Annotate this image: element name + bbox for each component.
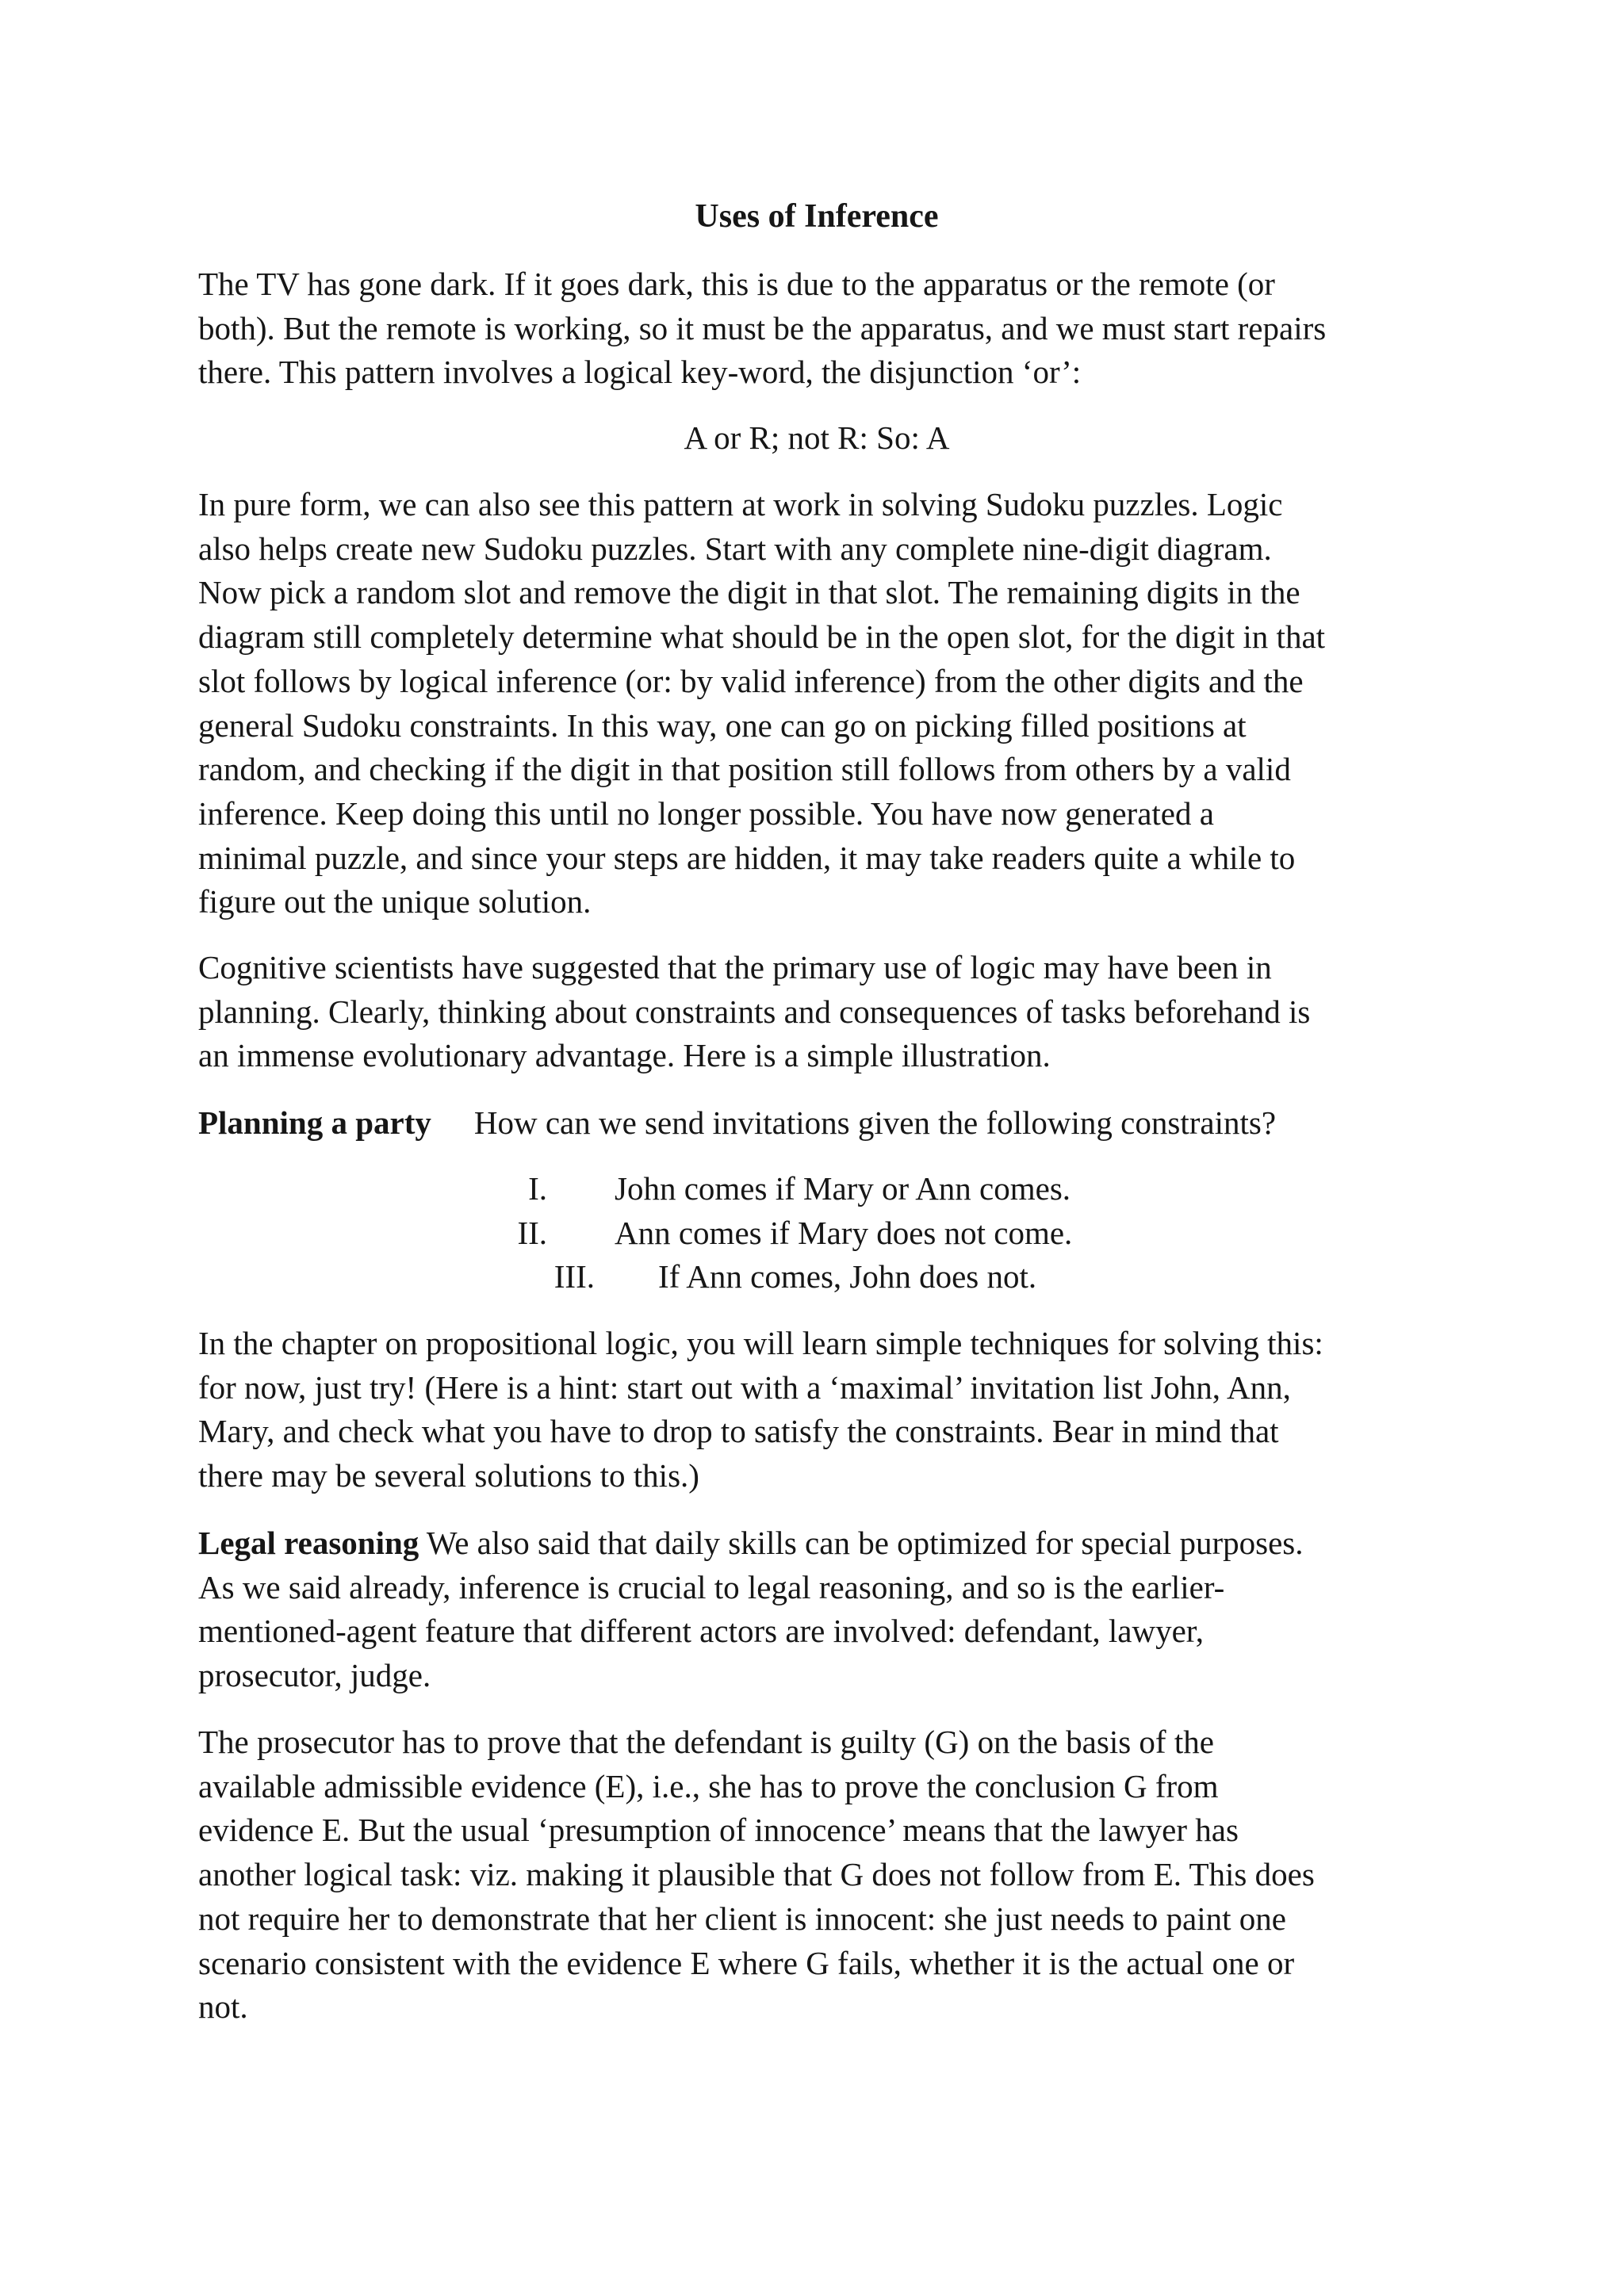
- legal-heading: Legal reasoning: [198, 1525, 419, 1561]
- text-line: planning. Clearly, thinking about constraints and consequences of tasks beforehand is: [198, 993, 1311, 1030]
- text-line: not require her to demonstrate that her client is innocent: she just needs to paint one: [198, 1900, 1286, 1937]
- legal-first-line: We also said that daily skills can be optimized for special purposes.: [426, 1525, 1304, 1561]
- paragraph-prosecutor: [198, 1720, 1451, 2030]
- text-line: diagram still completely determine what should be in the open slot, for the digit in that: [198, 618, 1326, 656]
- text-line: an immense evolutionary advantage. Here is a simple illustration.: [198, 1037, 1051, 1074]
- text-line: Mary, and check what you have to drop to satisfy the constraints. Bear in mind that: [198, 1413, 1279, 1450]
- text-line: not.: [198, 1988, 248, 2026]
- text-line: inference. Keep doing this until no longer possible. You have now generated a: [198, 794, 1214, 832]
- text-line: for now, just try! (Here is a hint: start out with a ‘maximal’ invitation list John, Ann,: [198, 1368, 1291, 1406]
- constraint-item: [198, 1211, 1451, 1256]
- text-line: [198, 1101, 1451, 1146]
- text-line: also helps create new Sudoku puzzles. Start with any complete nine-digit diagram.: [198, 530, 1272, 567]
- constraint-text: John comes if Mary or Ann comes.: [615, 1170, 1071, 1207]
- paragraph-legal-reasoning: [198, 1521, 1451, 1698]
- constraint-text: Ann comes if Mary does not come.: [615, 1214, 1073, 1251]
- constraint-item: [198, 1167, 1451, 1211]
- text-line: there. This pattern involves a logical key-word, the disjunction ‘or’:: [198, 354, 1082, 391]
- text-line: As we said already, inference is crucial to legal reasoning, and so is the earlier-: [198, 1568, 1225, 1605]
- text-line: [198, 1521, 1451, 1566]
- paragraph-propositional-hint: [198, 1322, 1451, 1498]
- section-title: Uses of Inference: [695, 198, 939, 235]
- text-line: prosecutor, judge.: [198, 1657, 431, 1694]
- text-line: another logical task: viz. making it plausible that G does not follow from E. This does: [198, 1856, 1315, 1893]
- text-line: figure out the unique solution.: [198, 883, 592, 920]
- paragraph-planning-intro: [198, 946, 1451, 1078]
- text-line: The prosecutor has to prove that the defendant is guilty (G) on the basis of the: [198, 1724, 1214, 1760]
- text-line: The TV has gone dark. If it goes dark, this is due to the apparatus or the remote (or: [198, 266, 1275, 302]
- paragraph-tv-example: [198, 262, 1451, 395]
- text-line: mentioned-agent feature that different actors are involved: defendant, lawyer,: [198, 1613, 1205, 1650]
- text-line: slot follows by logical inference (or: by valid inference) from the other digits and the: [198, 662, 1304, 699]
- text-line: available admissible evidence (E), i.e., she has to prove the conclusion G from: [198, 1767, 1219, 1804]
- constraint-item: [198, 1255, 1451, 1299]
- constraint-numeral: II.: [517, 1214, 547, 1251]
- text-line: there may be several solutions to this.): [198, 1457, 699, 1494]
- planning-question: How can we send invitations given the following constraints?: [473, 1104, 1277, 1141]
- constraint-numeral: I.: [528, 1170, 547, 1207]
- text-line: In the chapter on propositional logic, you will learn simple techniques for solving this:: [198, 1325, 1323, 1361]
- text-line: Now pick a random slot and remove the digit in that slot. The remaining digits in the: [198, 574, 1300, 611]
- paragraph-sudoku: [198, 483, 1451, 924]
- inference-formula: A or R; not R: So: A: [684, 419, 950, 456]
- planning-heading: Planning a party: [198, 1104, 431, 1141]
- text-line: Cognitive scientists have suggested that the primary use of logic may have been in: [198, 949, 1272, 985]
- text-line: minimal puzzle, and since your steps are hidden, it may take readers quite a while to: [198, 839, 1296, 876]
- paragraph-planning-party: [198, 1101, 1451, 1146]
- constraint-numeral: III.: [553, 1258, 595, 1295]
- constraints-list: [198, 1167, 1451, 1299]
- text-line: In pure form, we can also see this pattern at work in solving Sudoku puzzles. Logic: [198, 486, 1283, 522]
- constraint-text: If Ann comes, John does not.: [658, 1258, 1037, 1295]
- text-line: scenario consistent with the evidence E where G fails, whether it is the actual one or: [198, 1944, 1295, 1981]
- text-line: evidence E. But the usual ‘presumption of innocence’ means that the lawyer has: [198, 1812, 1239, 1849]
- text-line: random, and checking if the digit in that position still follows from others by a valid: [198, 751, 1291, 788]
- text-line: general Sudoku constraints. In this way, one can go on picking filled positions at: [198, 706, 1247, 744]
- text-line: both). But the remote is working, so it must be the apparatus, and we must start repairs: [198, 309, 1327, 346]
